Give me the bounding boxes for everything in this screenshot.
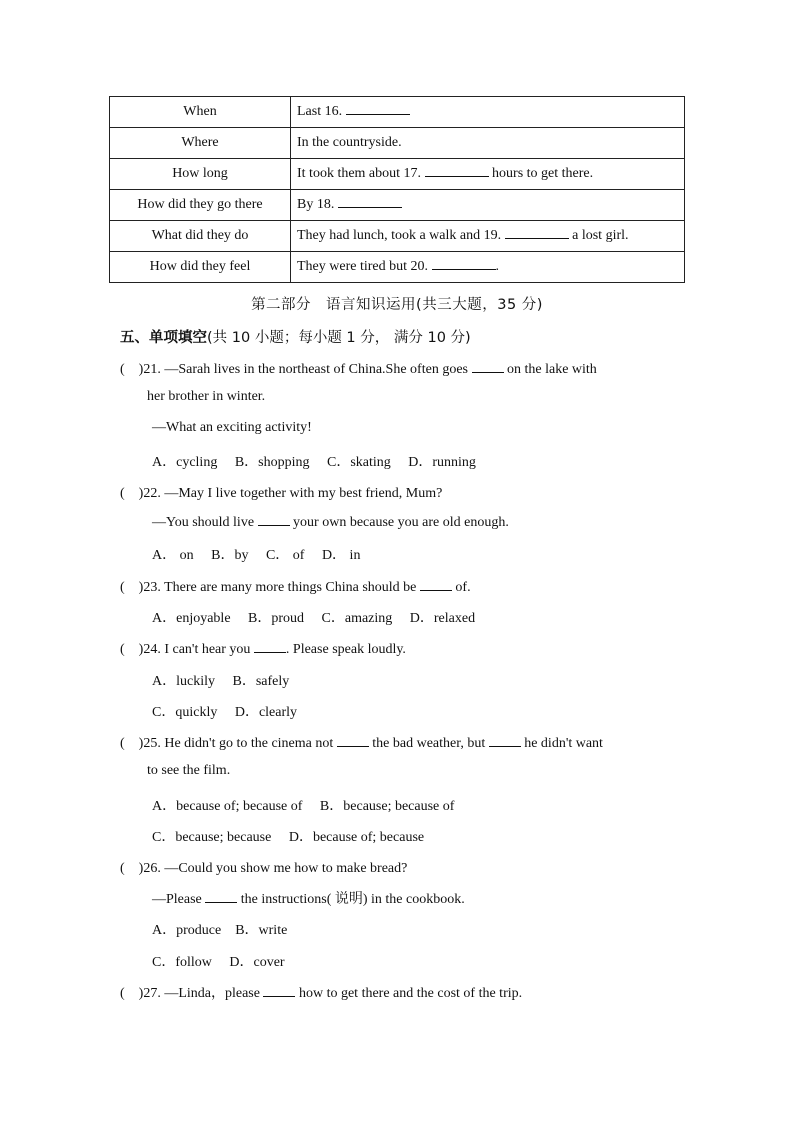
table-row [110, 97, 685, 128]
answer-paren[interactable]: ( ) [120, 362, 144, 377]
question-21-options: A．cycling B．shopping C．skating D．running [152, 455, 476, 470]
question-23-options: A．enjoyable B．proud C．amazing D．relaxed [152, 611, 476, 626]
answer-cell: It took them about 17. hours to get there. [291, 159, 685, 190]
question-25: ( )25. He didn't go to the cinema not the bad weather, but he didn't want [120, 736, 603, 751]
question-22-options: A． on B．by C． of D． in [152, 548, 361, 563]
question-25-options-cd: C．because; because D．because of; because [152, 830, 425, 845]
question-blank[interactable] [420, 578, 452, 591]
question-blank[interactable] [205, 890, 237, 903]
answer-blank-16[interactable] [346, 102, 410, 115]
answer-cell: By 18. [291, 190, 685, 221]
section-title [120, 326, 471, 347]
section-heading: 五、单项填空 [120, 330, 207, 346]
question-25-continued: to see the film. [147, 763, 231, 778]
answer-paren[interactable]: ( ) [120, 736, 144, 751]
trip-info-table [109, 96, 685, 283]
answer-blank-17[interactable] [425, 164, 489, 177]
question-27: ( )27. —Linda，please how to get there and the cost of the trip. [120, 986, 523, 1001]
question-cell: Where [110, 128, 291, 159]
question-blank[interactable] [337, 734, 369, 747]
question-26: ( )26. —Could you show me how to make bread? [120, 861, 408, 876]
answer-paren[interactable]: ( ) [120, 642, 144, 657]
question-24-options-ab: A．luckily B．safely [152, 674, 290, 689]
question-25-options-ab: A．because of; because of B．because; because of [152, 799, 455, 814]
table-row [110, 128, 685, 159]
answer-cell: They had lunch, took a walk and 19. a lost girl. [291, 221, 685, 252]
question-26-reply: —Please the instructions( 说明) in the cookbook. [152, 892, 465, 907]
question-blank[interactable] [472, 360, 504, 373]
answer-cell: Last 16. [291, 97, 685, 128]
question-cell: How did they go there [110, 190, 291, 221]
answer-paren[interactable]: ( ) [120, 861, 144, 876]
answer-paren[interactable]: ( ) [120, 580, 144, 595]
answer-paren[interactable]: ( ) [120, 986, 144, 1001]
table-row [110, 190, 685, 221]
answer-paren[interactable]: ( ) [120, 486, 144, 501]
question-23: ( )23. There are many more things China should be of. [120, 580, 471, 595]
part-title: 第二部分 语言知识运用(共三大题，35 分) [251, 297, 543, 313]
question-24: ( )24. I can't hear you . Please speak loudly. [120, 642, 406, 657]
question-blank[interactable] [258, 513, 290, 526]
question-blank[interactable] [254, 640, 286, 653]
question-22: ( )22. —May I live together with my best friend, Mum? [120, 486, 443, 501]
question-21: ( )21. —Sarah lives in the northeast of China.She often goes on the lake with [120, 362, 597, 377]
question-21-reply: —What an exciting activity! [152, 420, 312, 435]
answer-blank-19[interactable] [505, 226, 569, 239]
answer-cell: In the countryside. [291, 128, 685, 159]
answer-blank-18[interactable] [338, 195, 402, 208]
question-blank[interactable] [263, 984, 295, 997]
question-blank[interactable] [489, 734, 521, 747]
table-row [110, 221, 685, 252]
question-26-options-cd: C．follow D．cover [152, 955, 285, 970]
answer-blank-20[interactable] [432, 257, 496, 270]
question-24-options-cd: C．quickly D．clearly [152, 705, 298, 720]
question-cell: When [110, 97, 291, 128]
question-cell: How long [110, 159, 291, 190]
question-cell: What did they do [110, 221, 291, 252]
question-21-continued: her brother in winter. [147, 389, 266, 404]
section-rule: (共 10 小题；每小题 1 分， 满分 10 分) [207, 330, 471, 346]
table-row [110, 252, 685, 283]
answer-cell: They were tired but 20. . [291, 252, 685, 283]
question-22-reply: —You should live your own because you are old enough. [152, 515, 509, 530]
question-cell: How did they feel [110, 252, 291, 283]
table-row [110, 159, 685, 190]
question-26-options-ab: A．produce B．write [152, 923, 288, 938]
